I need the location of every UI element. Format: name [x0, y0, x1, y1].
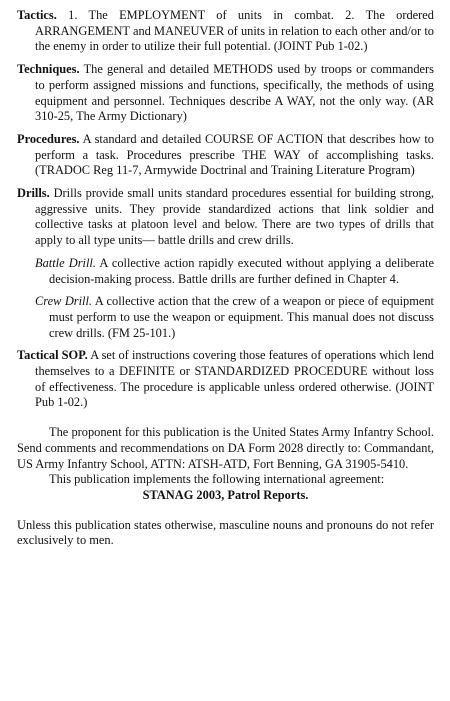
definition-text: A set of instructions covering those features of operations which lend themselves to a DEFINITE or STANDARDIZED PROCEDURE without loss of effectiveness. The procedure is applicable unless ordered otherwise. (JOINT Pub 1-02.) [35, 348, 434, 410]
term-techniques: Techniques. [17, 62, 80, 77]
term-procedures: Procedures. [17, 131, 80, 146]
term-tactics: Tactics. [17, 8, 57, 22]
term-battle-drill: Battle Drill. [35, 255, 96, 270]
definition-text: A collective action that the crew of a weapon or piece of equipment must perform to use the weapon or equipment. This manual does not discuss crew drills. (FM 25-101.) [49, 294, 434, 340]
definition-techniques [17, 62, 434, 125]
proponent-statement: The proponent for this publication is the United States Army Infantry School. Send comments and recommendations on DA Form 2028 directly to: Commandant, US Army Infantry School, ATTN: ATSH-ATD, Fort Benning, GA 31905-5410. [17, 425, 434, 471]
definition-tactical-sop [17, 348, 434, 411]
definition-crew-drill [17, 294, 434, 341]
term-drills: Drills. [17, 186, 50, 201]
definition-text: A collective action rapidly executed without applying a deliberate decision-making process. Battle drills are further defined in Chapter 4. [49, 255, 434, 286]
definition-tactics [17, 8, 434, 55]
gender-note: Unless this publication states otherwise, masculine nouns and pronouns do not refer exclusively to men. [17, 517, 434, 548]
definition-text: 1. The EMPLOYMENT of units in combat. 2. The ordered ARRANGEMENT and MANEUVER of units in relation to each other and/or to the enemy in order to utilize their full potential. (JOINT Pub 1-02.) [35, 8, 434, 54]
definition-text: The general and detailed METHODS used by troops or commanders to perform assigned missions and functions, specifically, the methods of using equipment and personnel. Techniques describe A WAY, not the only way. (AR 310-25, The Army Dictionary) [35, 62, 434, 124]
definition-procedures [17, 132, 434, 179]
term-tactical-sop: Tactical SOP. [17, 348, 88, 363]
definition-text: Drills provide small units standard procedures essential for building strong, aggressive units. They provide standardized actions that link soldier and collective tasks at platoon level and below. There are two types of drills that apply to all type units— battle drills and crew drills. [35, 186, 434, 248]
definition-text: A standard and detailed COURSE OF ACTION that describes how to perform a task. Procedures prescribe THE WAY of accomplishing tasks. (TRADOC Reg 11-7, Armywide Doctrinal and Training Literature Program) [35, 131, 434, 178]
agreement-intro: This publication implements the following international agreement: [49, 472, 385, 487]
stanag-reference: STANAG 2003, Patrol Reports. [142, 487, 309, 502]
term-crew-drill: Crew Drill. [35, 294, 93, 309]
definition-drills [17, 186, 434, 249]
definition-battle-drill [17, 256, 434, 287]
